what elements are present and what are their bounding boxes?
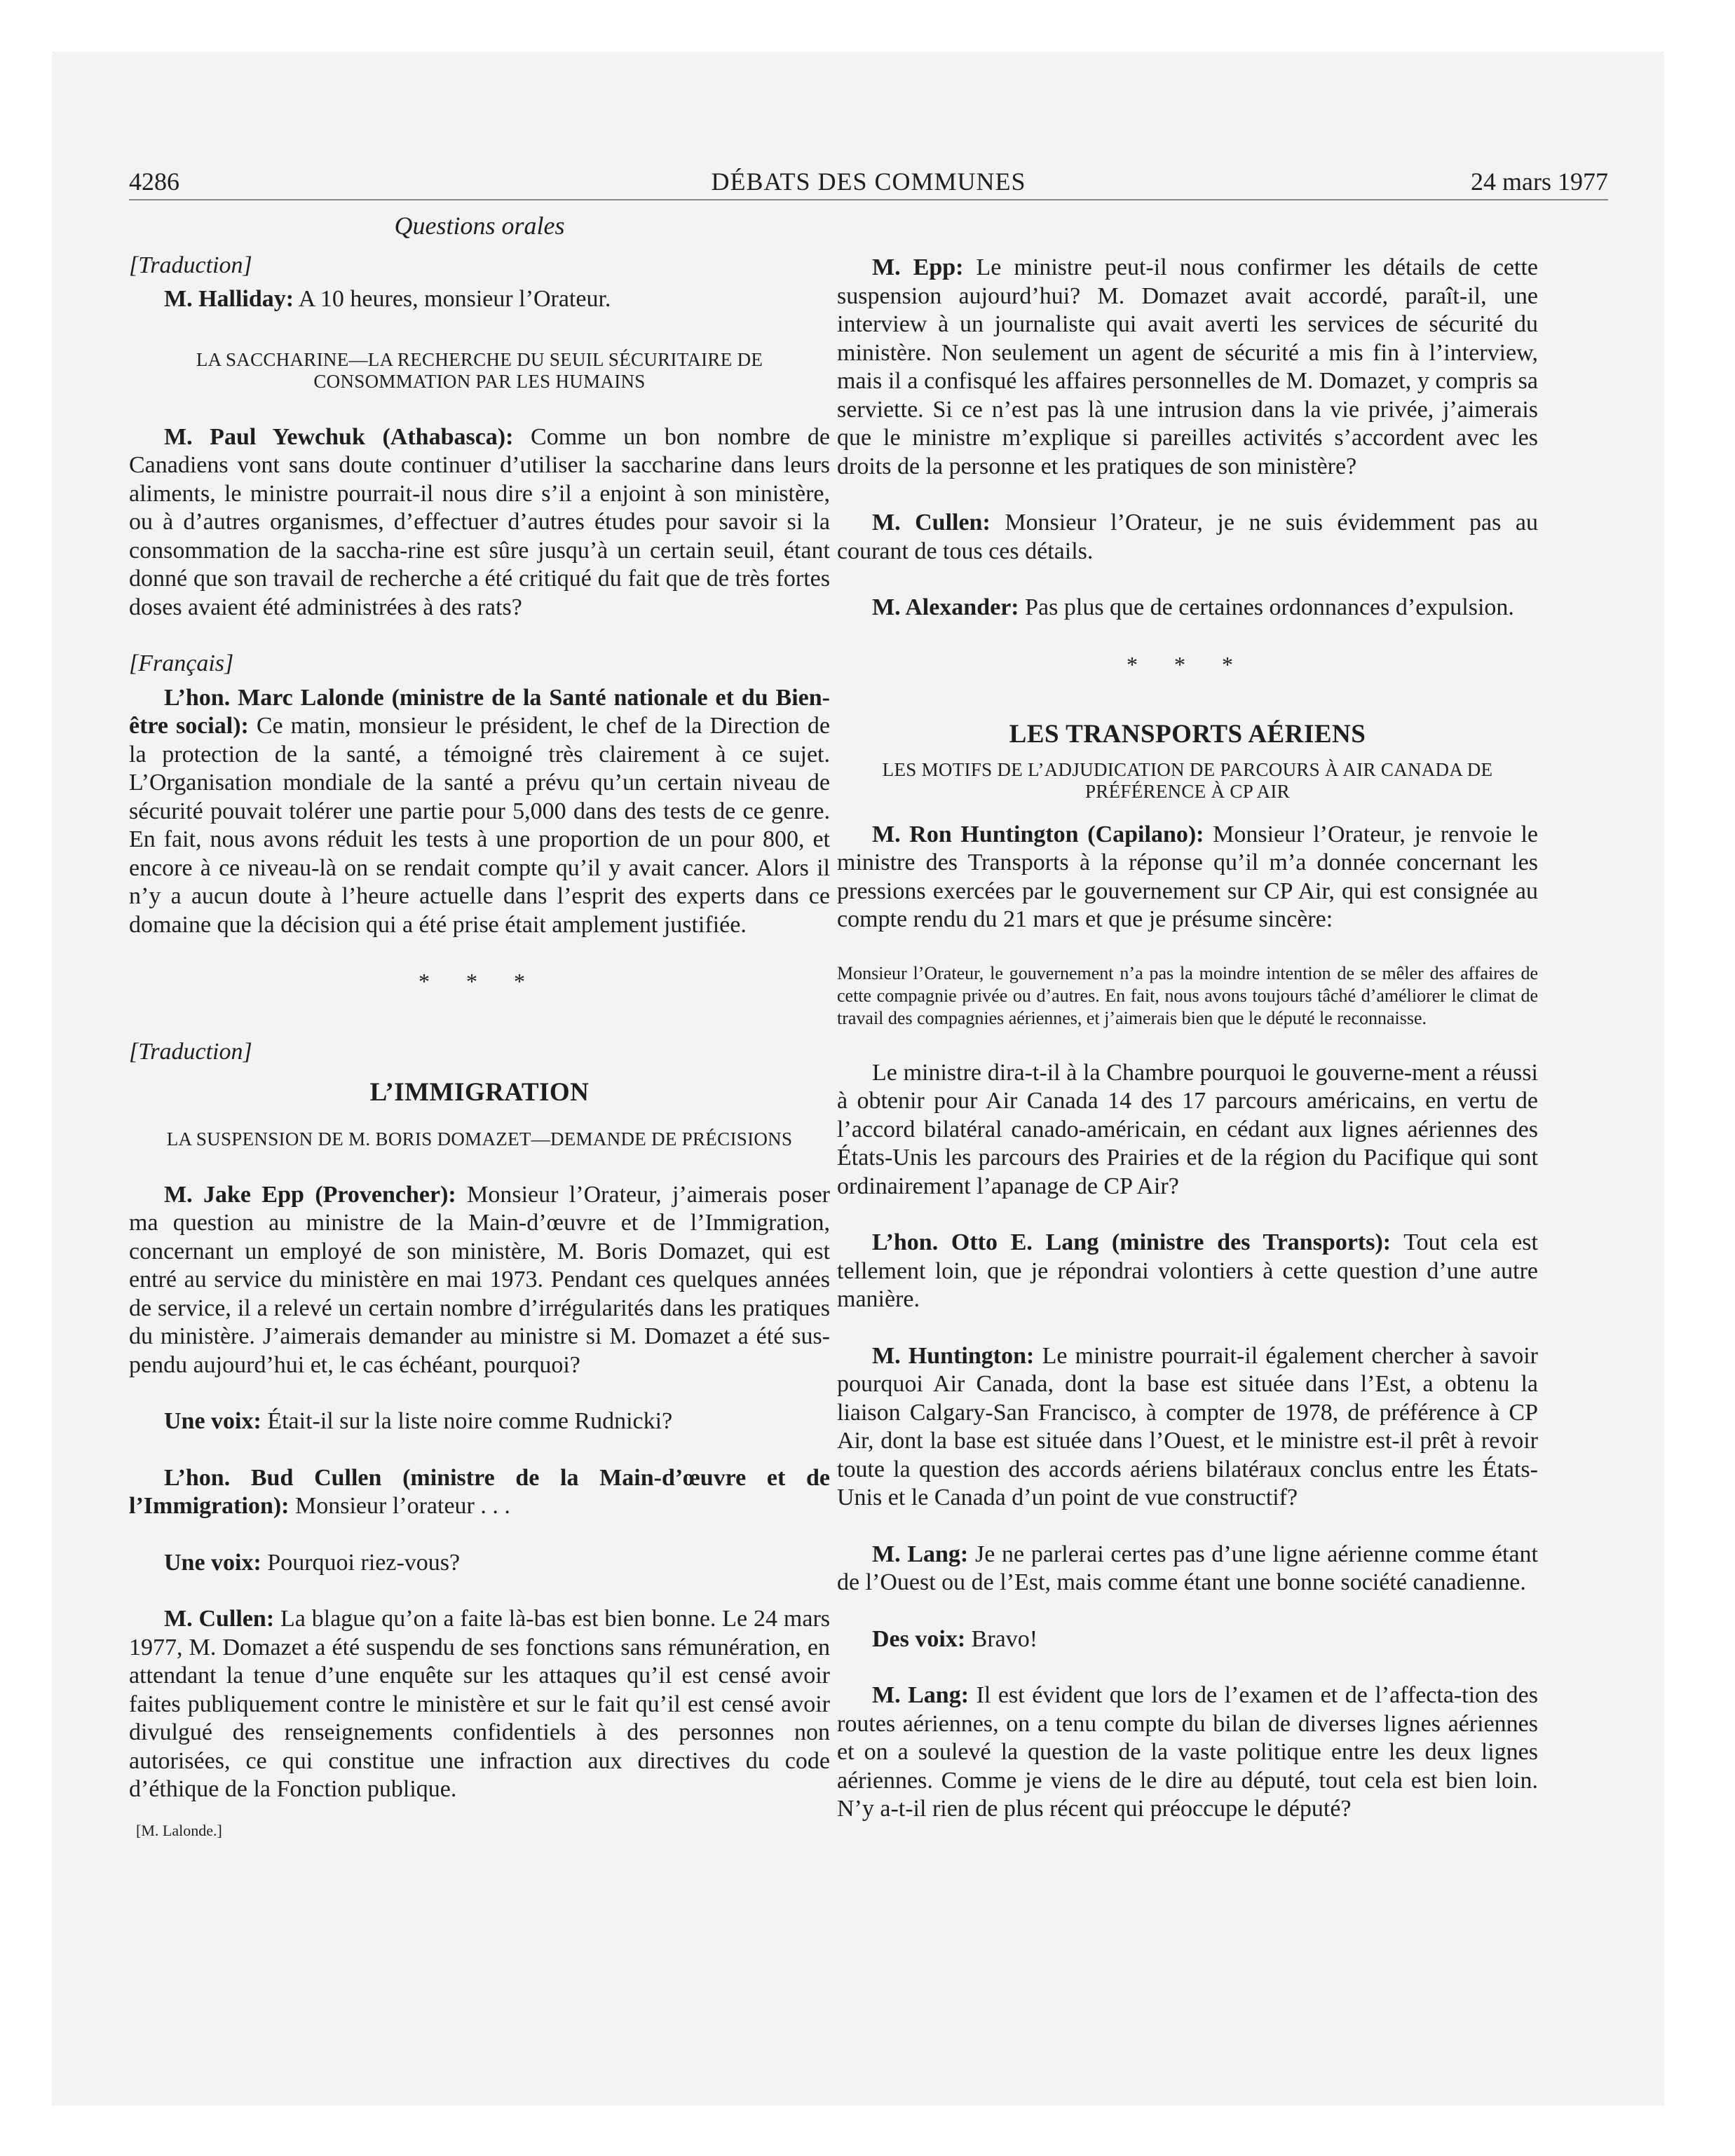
speech-text: Ce matin, monsieur le président, le chef de la Direction de la protection de la santé, a témoigné très clairement à ce sujet. L’Organisation mondiale de la santé a prévu qu’un certain niveau de sécurité pouvait tolérer une partie pour 5,000 dans des tests de ce genre. En fait, nous avons réduit les tests à une proportion de un pour 800, et encore à ce niveau-là on se rendait compte qu’il y avait cancer. Alors il n’y a aucun doute à l’heure actuelle dans l’esprit des experts dans ce domaine que la décision qui a été prise était amplement justifiée. — [129, 713, 830, 938]
footnote: [M. Lalonde.] — [136, 1821, 222, 1839]
speaker: M. Cullen: — [872, 510, 991, 535]
speech-text: Le ministre peut-il nous confirmer les détails de cette suspension aujourd’hui? M. Domazet avait accordé, paraît-il, une interview à un journaliste qui avait averti les services de sécurité du ministère. Non seulement un agent de sécurité a mis fin à l’interview, mais il a confisqué les affaires personnelles de M. Domazet, y compris sa serviette. Si ce n’est pas là une intrusion dans la vie privée, j’aimerais que le ministre m’explique si pareilles activités s’accordent avec les droits de la personne et les pratiques de son ministère? — [837, 254, 1538, 479]
speech-text: Le ministre dira-t-il à la Chambre pourquoi le gouverne-ment a réussi à obtenir pour Air Canada 14 des 17 parcours américains, en vertu de l’accord bilatéral canado-américain, en cédant aux lignes aériennes des États-Unis les parcours des Prairies et de la région du Pacifique qui sont ordinairement l’apanage de CP Air? — [837, 1059, 1538, 1199]
speaker: Des voix: — [872, 1625, 966, 1652]
language-note: [Français] — [129, 650, 234, 676]
speech-text: La blague qu’on a faite là-bas est bien bonne. Le 24 mars 1977, M. Domazet a été suspendu de ses fonctions sans rémunération, en attendant la tenue d’une enquête sur les attaques qu’il est censé avoir faites publiquement contre le ministère et sur le fait qu’il est censé avoir divulgué des renseignements confidentiels à des personnes non autorisées, ce qui constitue une infraction aux directives du code d’éthique de la Fonction publique. — [129, 1606, 830, 1802]
section-subheading: LES MOTIFS DE L’ADJUDICATION DE PARCOURS À AIR CANADA DE PRÉFÉRENCE À CP AIR — [882, 758, 1493, 802]
section-separator: * * * — [419, 969, 540, 994]
speaker: M. Cullen: — [164, 1606, 275, 1632]
speaker: Une voix: — [164, 1549, 261, 1576]
speech-text: Monsieur l’orateur . . . — [289, 1493, 510, 1519]
paragraph — [837, 1342, 1538, 1513]
speech-text: Tout cela est tellement loin, que je répondrai volontiers à cette question d’une autre manière. — [837, 1229, 1538, 1312]
speech-text: Le ministre pourrait-il également chercher à savoir pourquoi Air Canada, dont la base est située dans l’Est, a obtenu la liaison Calgary-San Francisco, à compter de 1978, de préférence à CP Air, dont la base est située dans l’Ouest, et le ministre est-il prêt à revoir toute la question des accords aériens bilatéraux conclus entre les États-Unis et le Canada d’un point de vue constructif? — [837, 1342, 1538, 1510]
paragraph — [129, 1181, 830, 1380]
speech-text: Bravo! — [965, 1625, 1038, 1652]
speaker: M. Jake Epp (Provencher): — [164, 1181, 456, 1208]
paragraph — [129, 285, 830, 314]
page-header — [129, 164, 1608, 200]
language-note: [Traduction] — [129, 252, 252, 278]
speech-text: Je ne parlerai certes pas d’une ligne aérienne comme étant de l’Ouest ou de l’Est, mais comme étant une bonne société canadienne. — [837, 1541, 1538, 1595]
speaker: L’hon. Marc Lalonde (ministre de la Santé nationale et du Bien-être social): — [129, 684, 830, 739]
paragraph — [837, 1681, 1538, 1824]
speaker: M. Alexander: — [872, 594, 1019, 620]
paragraph — [837, 821, 1538, 934]
paragraph — [129, 1605, 830, 1804]
speaker: M. Lang: — [872, 1682, 969, 1708]
paragraph — [837, 1541, 1538, 1597]
paragraph — [129, 1464, 830, 1521]
page-number: 4286 — [129, 168, 179, 196]
paragraph — [129, 423, 830, 622]
paragraph — [837, 594, 1538, 622]
publication-title: DÉBATS DES COMMUNES — [711, 168, 1026, 196]
page-date: 24 mars 1977 — [1471, 168, 1608, 196]
speech-text: Il est évident que lors de l’examen et de l’affecta-tion des routes aériennes, on a tenu compte du bilan de diverses lignes aériennes et on a soulevé la question de la vaste politique entre les deux lignes aériennes. Comme je viens de le dire au député, tout cela est bien loin. N’y a-t-il rien de plus récent qui préoccupe le député? — [837, 1682, 1538, 1822]
speech-text: Pourquoi riez-vous? — [261, 1549, 461, 1576]
paragraph — [837, 1059, 1538, 1201]
paragraph — [129, 684, 830, 940]
speaker: L’hon. Bud Cullen (ministre de la Main-d’œuvre et de l’Immigration): — [129, 1464, 830, 1519]
speech-text: Était-il sur la liste noire comme Rudnicki? — [261, 1408, 673, 1434]
section-subheading: LA SUSPENSION DE M. BORIS DOMAZET—DEMANDE DE PRÉCISIONS — [166, 1128, 793, 1149]
running-head: Questions orales — [394, 212, 565, 240]
speaker: M. Epp: — [872, 254, 964, 280]
paragraph — [837, 1625, 1538, 1654]
quoted-passage: Monsieur l’Orateur, le gouvernement n’a pas la moindre intention de se mêler des affaires de cette compagnie privée ou d’autres. En fait, nous avons toujours tâché d’améliorer le climat de travail des compagnies aériennes, et j’aimerais bien que le député le reconnaisse. — [837, 962, 1538, 1028]
speech-text: A 10 heures, monsieur l’Orateur. — [294, 286, 611, 312]
speaker: L’hon. Otto E. Lang (ministre des Transports): — [872, 1229, 1392, 1255]
paragraph — [837, 1229, 1538, 1314]
right-column — [837, 254, 1538, 2104]
section-heading: LES TRANSPORTS AÉRIENS — [1009, 720, 1366, 749]
speech-text: Pas plus que de certaines ordonnances d’expulsion. — [1019, 594, 1514, 620]
speech-text: Comme un bon nombre de Canadiens vont sans doute continuer d’utiliser la saccharine dans leurs aliments, le ministre pourrait-il nous dire s’il a enjoint à son ministère, ou à d’autres organismes, d’effectuer d’autres études pour savoir si la consommation de la saccha-rine est sûre jusqu’à un certain seuil, étant donné que son travail de recherche a été critiqué du fait que de très fortes doses avaient été administrées à des rats? — [129, 423, 830, 620]
speaker: M. Paul Yewchuk (Athabasca): — [164, 423, 514, 450]
scanned-page — [52, 52, 1664, 2106]
speech-text: Monsieur l’Orateur, j’aimerais poser ma question au ministre de la Main-d’œuvre et de l’Immigration, concernant un employé de son ministère, M. Boris Domazet, qui est entré au service du ministère en mai 1973. Pendant ces quelques années de service, il a relevé un certain nombre d’irrégularités dans les pratiques du ministère. J’aimerais demander au ministre si M. Domazet a été sus-pendu aujourd’hui et, le cas échéant, pourquoi? — [129, 1181, 830, 1378]
section-separator: * * * — [1127, 651, 1248, 677]
language-note: [Traduction] — [129, 1038, 252, 1065]
left-column — [129, 212, 830, 2062]
paragraph — [129, 1407, 830, 1436]
speech-text: Monsieur l’Orateur, je ne suis évidemment pas au courant de tous ces détails. — [837, 510, 1538, 564]
section-heading: L’IMMIGRATION — [369, 1078, 590, 1107]
speech-text: Monsieur l’Orateur, je renvoie le ministre des Transports à la réponse qu’il m’a donnée concernant les pressions exercées par le gouvernement sur CP Air, qui est consignée au compte rendu du 21 mars et que je présume sincère: — [837, 821, 1538, 932]
section-subheading: LA SACCHARINE—LA RECHERCHE DU SEUIL SÉCURITAIRE DE CONSOMMATION PAR LES HUMAINS — [196, 348, 763, 392]
speaker: M. Halliday: — [164, 286, 294, 312]
paragraph — [129, 1549, 830, 1578]
paragraph — [837, 254, 1538, 481]
paragraph — [837, 509, 1538, 566]
speaker: M. Ron Huntington (Capilano): — [872, 821, 1204, 847]
speaker: M. Lang: — [872, 1541, 969, 1567]
speaker: Une voix: — [164, 1408, 261, 1434]
speaker: M. Huntington: — [872, 1342, 1035, 1369]
